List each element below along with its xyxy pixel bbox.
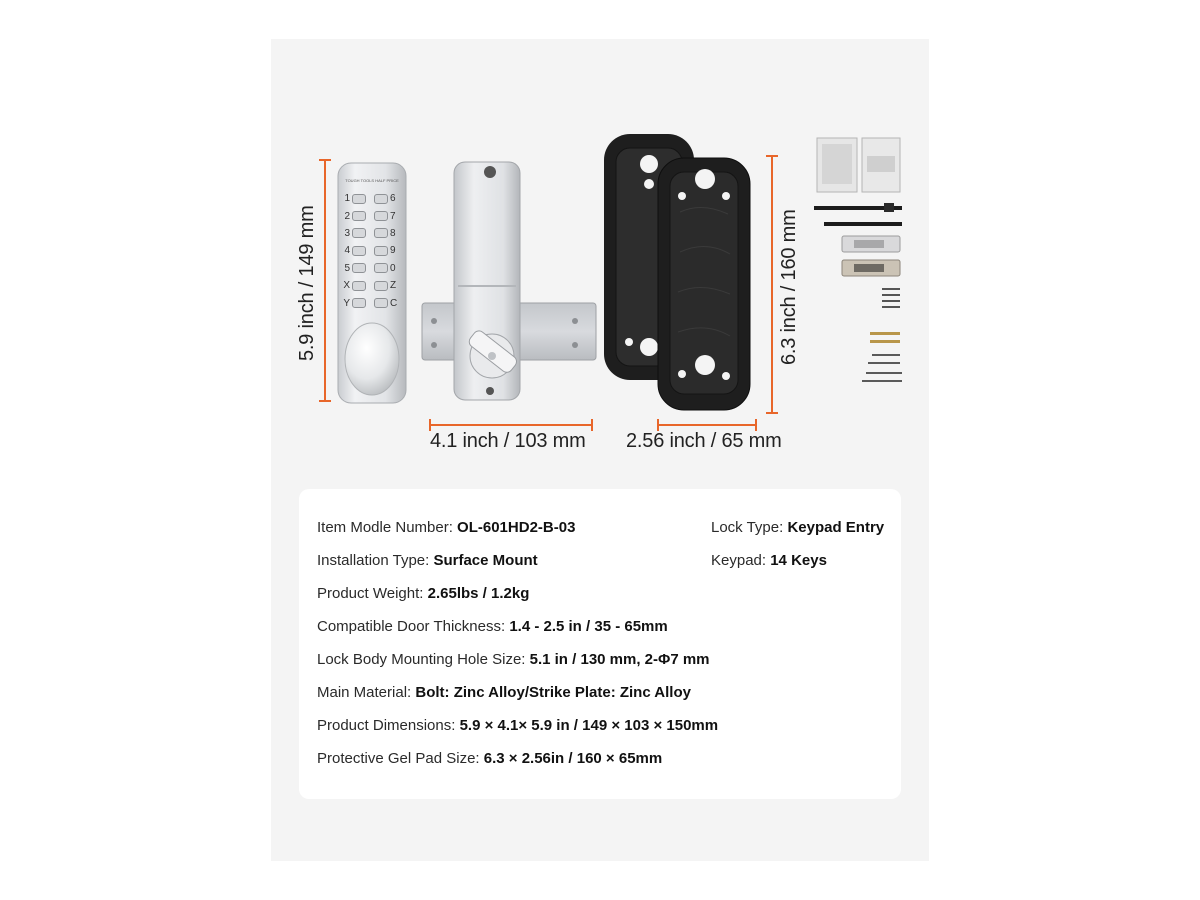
keypad-key-button[interactable] <box>374 246 388 256</box>
dimension-tick <box>766 412 778 414</box>
spec-label: Product Weight: <box>317 585 428 602</box>
keypad-key-button[interactable] <box>374 298 388 308</box>
keypad-key-label: 3 <box>344 227 350 239</box>
spec-label: Lock Body Mounting Hole Size: <box>317 651 530 668</box>
keypad-height-label: 5.9 inch / 149 mm <box>296 205 318 361</box>
keypad-key-row <box>374 207 402 224</box>
spec-mounting-hole-size <box>317 651 710 668</box>
keypad-key-row <box>374 277 402 294</box>
spec-label: Lock Type: <box>711 519 788 536</box>
spec-label: Main Material: <box>317 684 416 701</box>
instruction-manuals <box>817 138 900 192</box>
spec-keypad <box>711 552 827 569</box>
keypad-key-button[interactable] <box>374 263 388 273</box>
lock-back-with-bolt <box>420 160 600 404</box>
spec-value: Keypad Entry <box>787 519 885 536</box>
spec-product-dimensions <box>317 717 718 734</box>
keypad-key-label: C <box>390 297 398 309</box>
dimension-tick <box>319 159 331 161</box>
keypad-key-label: 2 <box>344 210 350 222</box>
keypad-brand-text: TOUGH TOOLS HALF PRICE <box>345 178 399 183</box>
keypad-key-row <box>342 242 370 259</box>
keypad-key-label: Y <box>343 297 350 309</box>
keypad-key-button[interactable] <box>352 298 366 308</box>
spec-label: Item Modle Number: <box>317 519 458 536</box>
spec-door-thickness <box>317 618 668 635</box>
keypad-key-label: 1 <box>344 193 350 205</box>
spec-label: Keypad: <box>711 552 771 569</box>
spec-lock-type <box>711 519 884 536</box>
spindle-rods <box>814 203 902 226</box>
keypad-key-row <box>342 225 370 242</box>
keypad-key-label: 0 <box>390 262 396 274</box>
keypad-key-row <box>342 207 370 224</box>
strike-plates <box>842 236 900 276</box>
spec-value: 5.9 × 4.1× 5.9 in / 149 × 103 × 150mm <box>459 717 719 734</box>
keypad-key-label: Z <box>390 280 397 292</box>
accessories-kit <box>810 134 910 396</box>
spec-label: Protective Gel Pad Size: <box>317 750 484 767</box>
keypad-key-button[interactable] <box>374 228 388 238</box>
bolt-width-dimension-line <box>430 424 592 426</box>
keypad-key-label: 6 <box>390 193 396 205</box>
spec-installation-type <box>317 552 538 569</box>
dimension-tick <box>319 400 331 402</box>
pad-width-label: 2.56 inch / 65 mm <box>626 430 782 452</box>
keypad-key-button[interactable] <box>374 194 388 204</box>
spec-value: 6.3 × 2.56in / 160 × 65mm <box>483 750 663 767</box>
keypad-right-column <box>374 190 402 312</box>
spec-gel-pad-size <box>317 750 662 767</box>
spec-product-weight <box>317 585 529 602</box>
keypad-key-row <box>342 190 370 207</box>
keypad-key-row <box>374 260 402 277</box>
keypad-key-button[interactable] <box>352 263 366 273</box>
pad-height-label: 6.3 inch / 160 mm <box>778 209 800 365</box>
keypad-key-row <box>374 190 402 207</box>
keypad-key-row <box>374 294 402 311</box>
spec-value: Surface Mount <box>433 552 538 569</box>
protective-gel-pads <box>602 132 752 414</box>
keypad-key-row <box>374 225 402 242</box>
gel-pad-front <box>658 158 750 410</box>
dimension-tick <box>766 155 778 157</box>
keypad-lock-front <box>338 163 406 403</box>
spec-value: Bolt: Zinc Alloy/Strike Plate: Zinc Alloy <box>415 684 691 701</box>
keypad-key-label: 4 <box>344 245 350 257</box>
keypad-key-button[interactable] <box>352 281 366 291</box>
spec-value: 1.4 - 2.5 in / 35 - 65mm <box>509 618 668 635</box>
mounting-screws <box>862 288 902 382</box>
keypad-key-row <box>342 294 370 311</box>
keypad-key-row <box>374 242 402 259</box>
keypad-key-label: 7 <box>390 210 396 222</box>
keypad-key-label: X <box>343 280 350 292</box>
spec-value: OL-601HD2-B-03 <box>457 519 576 536</box>
pad-width-dimension-line <box>658 424 756 426</box>
keypad-key-row <box>342 260 370 277</box>
keypad-key-button[interactable] <box>352 228 366 238</box>
dimension-tick <box>591 419 593 431</box>
spec-main-material <box>317 684 691 701</box>
keypad-key-button[interactable] <box>374 281 388 291</box>
keypad-key-row <box>342 277 370 294</box>
keypad-key-button[interactable] <box>352 246 366 256</box>
spec-label: Compatible Door Thickness: <box>317 618 510 635</box>
spec-value: 14 Keys <box>770 552 827 569</box>
pad-height-dimension-line <box>771 156 773 414</box>
keypad-height-dimension-line <box>324 160 326 402</box>
keypad-key-label: 8 <box>390 227 396 239</box>
keypad-key-label: 9 <box>390 245 396 257</box>
spec-value: 5.1 in / 130 mm, 2-Φ7 mm <box>529 651 710 668</box>
spec-value: 2.65lbs / 1.2kg <box>427 585 530 602</box>
keypad-key-label: 5 <box>344 262 350 274</box>
keypad-key-button[interactable] <box>374 211 388 221</box>
keypad-key-button[interactable] <box>352 211 366 221</box>
keypad-key-button[interactable] <box>352 194 366 204</box>
spec-model-number <box>317 519 575 536</box>
spec-label: Product Dimensions: <box>317 717 460 734</box>
bolt-width-label: 4.1 inch / 103 mm <box>430 430 586 452</box>
keypad-left-column <box>342 190 370 312</box>
spec-label: Installation Type: <box>317 552 434 569</box>
